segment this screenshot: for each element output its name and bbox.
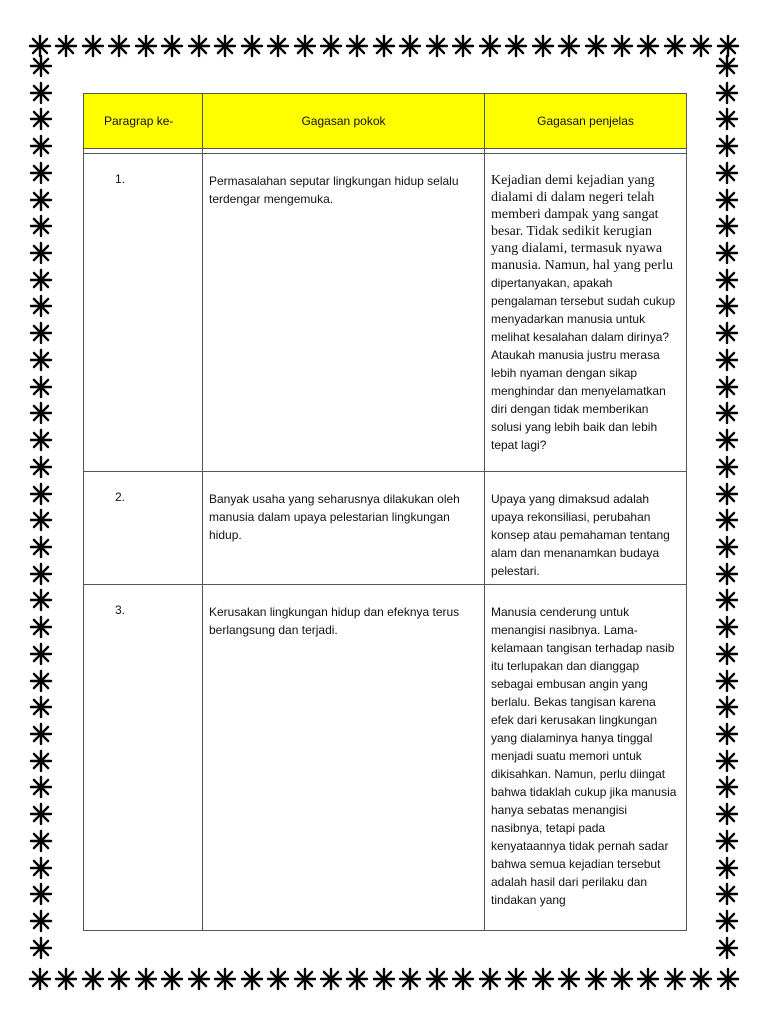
- border-star-icon: [715, 348, 739, 372]
- border-star-icon: [29, 188, 53, 212]
- border-star-icon: [107, 967, 131, 991]
- border-star-icon: [715, 268, 739, 292]
- border-star-icon: [29, 428, 53, 452]
- main-idea-cell: Permasalahan seputar lingkungan hidup selalu terdengar mengemuka.: [203, 154, 485, 472]
- border-star-icon: [451, 967, 475, 991]
- border-star-icon: [715, 508, 739, 532]
- border-star-icon: [29, 882, 53, 906]
- border-star-icon: [213, 34, 237, 58]
- table-row: [84, 585, 687, 931]
- supporting-idea-cell: [485, 154, 687, 472]
- border-bottom: [28, 966, 740, 992]
- border-star-icon: [689, 967, 713, 991]
- border-star-icon: [29, 294, 53, 318]
- supporting-idea-cell: Manusia cenderung untuk menangisi nasibnya. Lama-kelamaan tangisan terhadap nasib itu terlupakan dan dianggap sebagai embusan angin yang berlalu. Bekas tangisan karena efek dari kerusakan lingkungan yang dialaminya hanya tinggal menjadi suatu memori untuk dikisahkan. Namun, perlu diingat bahwa tidaklah cukup jika manusia hanya sebatas menangisi nasibnya, tetapi pada kenyataannya tidak pernah sadar bahwa semua kejadian tersebut adalah hasil dari perilaku dan tindakan yang: [485, 585, 687, 931]
- border-star-icon: [451, 34, 475, 58]
- border-star-icon: [293, 34, 317, 58]
- border-star-icon: [345, 34, 369, 58]
- border-star-icon: [584, 967, 608, 991]
- border-star-icon: [28, 967, 52, 991]
- border-star-icon: [29, 642, 53, 666]
- border-star-icon: [715, 375, 739, 399]
- border-star-icon: [715, 856, 739, 880]
- border-star-icon: [715, 722, 739, 746]
- border-star-icon: [134, 967, 158, 991]
- border-star-icon: [372, 967, 396, 991]
- border-star-icon: [715, 535, 739, 559]
- border-star-icon: [425, 967, 449, 991]
- border-star-icon: [29, 615, 53, 639]
- border-star-icon: [610, 967, 634, 991]
- border-star-icon: [715, 214, 739, 238]
- border-star-icon: [29, 936, 53, 960]
- header-supporting-idea: Gagasan penjelas: [485, 94, 687, 149]
- paragraph-analysis-table: [83, 93, 686, 931]
- border-top: [28, 33, 740, 59]
- paragraph-number: 3.: [84, 585, 203, 931]
- border-star-icon: [29, 348, 53, 372]
- border-star-icon: [715, 188, 739, 212]
- border-star-icon: [689, 34, 713, 58]
- supporting-idea-text: dipertanyakan, apakah pengalaman tersebut sudah cukup menyadarkan manusia untuk melihat kesalahan dalam dirinya? Ataukah manusia justru merasa lebih nyaman dengan sikap menghindar dan menyelamatkan diri dengan tidak memberikan solusi yang lebih baik dan lebih tepat lagi?: [491, 276, 676, 452]
- border-star-icon: [636, 967, 660, 991]
- border-star-icon: [213, 967, 237, 991]
- border-star-icon: [715, 642, 739, 666]
- border-star-icon: [29, 401, 53, 425]
- border-star-icon: [29, 562, 53, 586]
- border-star-icon: [715, 749, 739, 773]
- border-star-icon: [715, 588, 739, 612]
- border-star-icon: [134, 34, 158, 58]
- border-star-icon: [81, 967, 105, 991]
- main-idea-cell: Banyak usaha yang seharusnya dilakukan oleh manusia dalam upaya pelestarian lingkungan hidup.: [203, 472, 485, 585]
- border-star-icon: [715, 829, 739, 853]
- border-star-icon: [636, 34, 660, 58]
- border-star-icon: [160, 34, 184, 58]
- border-star-icon: [715, 775, 739, 799]
- border-star-icon: [504, 967, 528, 991]
- border-star-icon: [29, 829, 53, 853]
- border-left: [28, 54, 54, 960]
- border-star-icon: [663, 967, 687, 991]
- border-star-icon: [29, 375, 53, 399]
- header-paragraph-number: Paragrap ke-: [84, 94, 203, 149]
- border-star-icon: [531, 34, 555, 58]
- border-star-icon: [478, 34, 502, 58]
- border-star-icon: [29, 268, 53, 292]
- paragraph-number: 1.: [84, 154, 203, 472]
- border-right: [714, 54, 740, 960]
- border-star-icon: [160, 967, 184, 991]
- border-star-icon: [372, 34, 396, 58]
- border-star-icon: [29, 722, 53, 746]
- border-star-icon: [715, 936, 739, 960]
- border-star-icon: [29, 482, 53, 506]
- border-star-icon: [715, 455, 739, 479]
- border-star-icon: [240, 34, 264, 58]
- border-star-icon: [715, 695, 739, 719]
- border-star-icon: [29, 909, 53, 933]
- border-star-icon: [345, 967, 369, 991]
- main-idea-cell: Kerusakan lingkungan hidup dan efeknya terus berlangsung dan terjadi.: [203, 585, 485, 931]
- border-star-icon: [29, 775, 53, 799]
- table-header-row: [84, 94, 687, 149]
- border-star-icon: [29, 241, 53, 265]
- border-star-icon: [293, 967, 317, 991]
- border-star-icon: [715, 321, 739, 345]
- border-star-icon: [187, 34, 211, 58]
- border-star-icon: [398, 967, 422, 991]
- border-star-icon: [478, 967, 502, 991]
- border-star-icon: [715, 482, 739, 506]
- border-star-icon: [715, 802, 739, 826]
- border-star-icon: [715, 669, 739, 693]
- border-star-icon: [716, 967, 740, 991]
- border-star-icon: [266, 967, 290, 991]
- border-star-icon: [29, 749, 53, 773]
- border-star-icon: [715, 81, 739, 105]
- border-star-icon: [29, 856, 53, 880]
- border-star-icon: [29, 81, 53, 105]
- border-star-icon: [319, 34, 343, 58]
- paragraph-number: 2.: [84, 472, 203, 585]
- border-star-icon: [29, 107, 53, 131]
- border-star-icon: [29, 54, 53, 78]
- border-star-icon: [29, 535, 53, 559]
- table-row: [84, 472, 687, 585]
- border-star-icon: [504, 34, 528, 58]
- border-star-icon: [715, 107, 739, 131]
- border-star-icon: [715, 909, 739, 933]
- table-row: [84, 154, 687, 472]
- border-star-icon: [29, 669, 53, 693]
- border-star-icon: [54, 34, 78, 58]
- border-star-icon: [29, 214, 53, 238]
- border-star-icon: [187, 967, 211, 991]
- border-star-icon: [81, 34, 105, 58]
- supporting-idea-serif-text: Kejadian demi kejadian yang dialami di dalam negeri telah memberi dampak yang sangat besar. Tidak sedikit kerugian yang dialami, termasuk nyawa manusia. Namun, hal yang perlu: [491, 173, 673, 273]
- border-star-icon: [54, 967, 78, 991]
- border-star-icon: [319, 967, 343, 991]
- border-star-icon: [715, 882, 739, 906]
- border-star-icon: [715, 161, 739, 185]
- border-star-icon: [715, 241, 739, 265]
- border-star-icon: [557, 967, 581, 991]
- border-star-icon: [610, 34, 634, 58]
- border-star-icon: [29, 508, 53, 532]
- border-star-icon: [715, 615, 739, 639]
- border-star-icon: [715, 134, 739, 158]
- border-star-icon: [29, 455, 53, 479]
- border-star-icon: [29, 134, 53, 158]
- border-star-icon: [29, 802, 53, 826]
- border-star-icon: [557, 34, 581, 58]
- border-star-icon: [584, 34, 608, 58]
- border-star-icon: [715, 294, 739, 318]
- border-star-icon: [29, 695, 53, 719]
- border-star-icon: [531, 967, 555, 991]
- border-star-icon: [715, 562, 739, 586]
- border-star-icon: [425, 34, 449, 58]
- header-main-idea: Gagasan pokok: [203, 94, 485, 149]
- supporting-idea-cell: Upaya yang dimaksud adalah upaya rekonsiliasi, perubahan konsep atau pemahaman tentang alam dan menanamkan budaya pelestari.: [485, 472, 687, 585]
- border-star-icon: [240, 967, 264, 991]
- border-star-icon: [715, 54, 739, 78]
- border-star-icon: [29, 588, 53, 612]
- border-star-icon: [715, 401, 739, 425]
- border-star-icon: [715, 428, 739, 452]
- border-star-icon: [107, 34, 131, 58]
- border-star-icon: [29, 161, 53, 185]
- border-star-icon: [663, 34, 687, 58]
- border-star-icon: [398, 34, 422, 58]
- border-star-icon: [29, 321, 53, 345]
- border-star-icon: [266, 34, 290, 58]
